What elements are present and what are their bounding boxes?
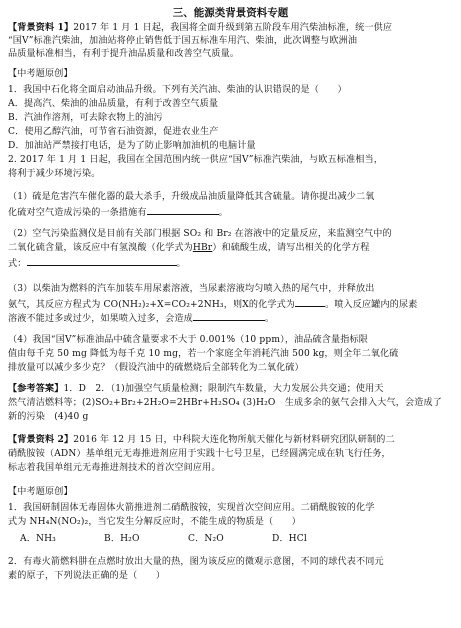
q2-sub4-line-2: 值由每千克 50 mg 降低为每千克 10 mg，若一个家庭全年消耗汽油 500 kg，则全年二氧化硫 (8, 349, 399, 359)
q2-sub2-text-a: 二氧化硫含量，该反应中有氢溴酸（化学式为 (8, 243, 193, 253)
q2-sub3-line-1: （3）以柴油为燃料的汽车加装车用尿素溶液，当尿素溶液均匀喷入热的尾气中，并释放出 (8, 284, 375, 294)
q2-sub2-line-2 (8, 242, 454, 254)
answer-blank (147, 205, 219, 215)
answer-line-2: 然气清洁燃料等；(2)SO₂+Br₂+2H₂O=2HBr+H₂SO₄ (3)H₂O 生成多余的氨气会排入大气，会造成了 (8, 398, 442, 408)
answer-text-1: 1．D 2．（1)加强空气质量检测；限制汽车数量，大力发展公共交通；使用天 (63, 384, 384, 394)
q1-stem: 1．我国中石化将全面启动油品升级。下列有关汽油、柴油的认识错误的是（ ） (8, 85, 347, 95)
q2-sub2-line-1: （2）空气污染监测仪是目前有关部门根据 SO₂ 和 Br₂ 在溶液中的定量反应，来监测空气中的 (8, 229, 392, 239)
q2-sub3-line-2 (8, 297, 454, 311)
material2-line-2: 硝酰胺铵（ADN）基单组元无毒推进剂应用于实践十七号卫星，已经圆满完成在轨飞行任务， (8, 449, 391, 459)
material1-line-2: “国Ⅴ”标准汽柴油，加油站将停止销售低于国五标准车用汽、柴油，此次调整与欧洲油 (8, 36, 358, 46)
material1-label: 【背景资料 1】 (8, 22, 74, 33)
material2-line-3: 标志着我国单组元无毒推进剂技术的首次空间应用。 (8, 463, 221, 473)
q1-option-b: B．汽油作溶剂，可去除衣物上的油污 (8, 113, 163, 123)
q3-option-a: A．NH₃ (20, 534, 56, 544)
q2-line-2: 将利于减少环境污染。 (8, 169, 101, 179)
q3-option-b: B．H₂O (104, 534, 140, 544)
q2-sub3-text-a: 氨气，其反应方程式为 CO(NH₂)₂+X=CO₂+2NH₃，则Ⅹ的化学式为 (8, 300, 296, 310)
section2-header: 【中考题原创】 (8, 487, 73, 497)
q4-line-2: 素的原子，下列说法正确的是（ ） (8, 571, 166, 581)
answer-blank (27, 256, 177, 266)
hbr-formula: HBr (192, 243, 213, 253)
q3-option-c: C．N₂O (188, 534, 224, 544)
q2-sub3-text-c: 溶液不能过多或过少，如果喷入过多，会造成 (8, 314, 193, 324)
page-title: 三、能源类背景资料专题 (172, 7, 289, 19)
q2-sub3-line-3: 溶液不能过多或过少，如果喷入过多，会造成 。 (8, 311, 454, 325)
answer-label: 【参考答案】 (8, 383, 64, 394)
section1-header: 【中考题原创】 (8, 69, 73, 79)
material2-line-1 (8, 434, 454, 446)
q2-sub1-line-2: 化硫对空气造成污染的一条措施有 。 (8, 205, 454, 219)
q3-stem-line-2: 式为 NH₄N(NO₂)₂，当它发生分解反应时，不能生成的物质是（ ） (8, 517, 301, 527)
q1-option-a: A．提高汽、柴油的油品质量，有利于改善空气质量 (8, 99, 219, 109)
q2-sub4-line-3: 排放量可以减少多少克？（假设汽油中的硫燃烧后全部转化为二氧化硫） (8, 363, 304, 373)
answer-line-3: 新的污染 (4)40 g (8, 412, 89, 422)
q3-options (8, 533, 454, 545)
q2-sub4-line-1: （4）我国“国Ⅴ”标准油品中硫含量要求不大于 0.001%（10 ppm），油品硫含量指标限 (8, 335, 369, 345)
q2-sub3-text-b: 。喷入反应罐内的尿素 (325, 300, 418, 310)
material1-line-1 (8, 22, 454, 34)
material1-line-3: 品质量标准相当，有利于提升油品质量和改善空气质量。 (8, 49, 240, 59)
answer-blank (295, 297, 325, 307)
q4-line-1: 2．有毒火箭燃料肼在点燃时放出大量的热，图为该反应的微观示意图，不同的球代表不同元 (8, 557, 384, 567)
answer-blank (193, 311, 265, 321)
q3-option-d: D．HCl (272, 534, 307, 544)
q2-sub2-text-c: 式： (8, 259, 27, 269)
answer-line-1 (8, 383, 454, 395)
q2-sub1-line-1: （1）硫是危害汽车催化器的最大杀手，升级成品油质量降低其含硫量。请你提出减少二氧 (8, 192, 375, 202)
material1-text-1: 2017 年 1 月 1 日起，我国将全面升级到第五阶段车用汽柴油标准，统一供应 (73, 23, 393, 33)
q2-sub1-text: 化硫对空气造成污染的一条措施有 (8, 208, 147, 218)
q2-line-1: 2. 2017 年 1 月 1 日起，我国在全国范围内统一供应“国Ⅴ”标准汽柴油，与欧五标准相当， (8, 155, 383, 165)
q2-sub2-text-b: ）和硫酸生成，请写出相关的化学方程 (212, 243, 370, 253)
material2-text-1: 2016 年 12 月 15 日，中科院大连化物所航天催化与新材料研究团队研制的二 (73, 435, 395, 445)
q1-option-d: D．加油站严禁接打电话，是为了防止影响加油机的电脑计量 (8, 141, 256, 151)
q3-stem-line-1: 1．我国研制固体无毒固体火箭推进剂二硝酰胺铵，实现首次空间应用。二硝酰胺铵的化学 (8, 503, 375, 513)
q2-sub2-line-3: 式： 。 (8, 256, 454, 270)
q1-option-c: C．使用乙醇汽油，可节省石油资源，促进农业生产 (8, 127, 219, 137)
material2-label: 【背景资料 2】 (8, 434, 74, 445)
